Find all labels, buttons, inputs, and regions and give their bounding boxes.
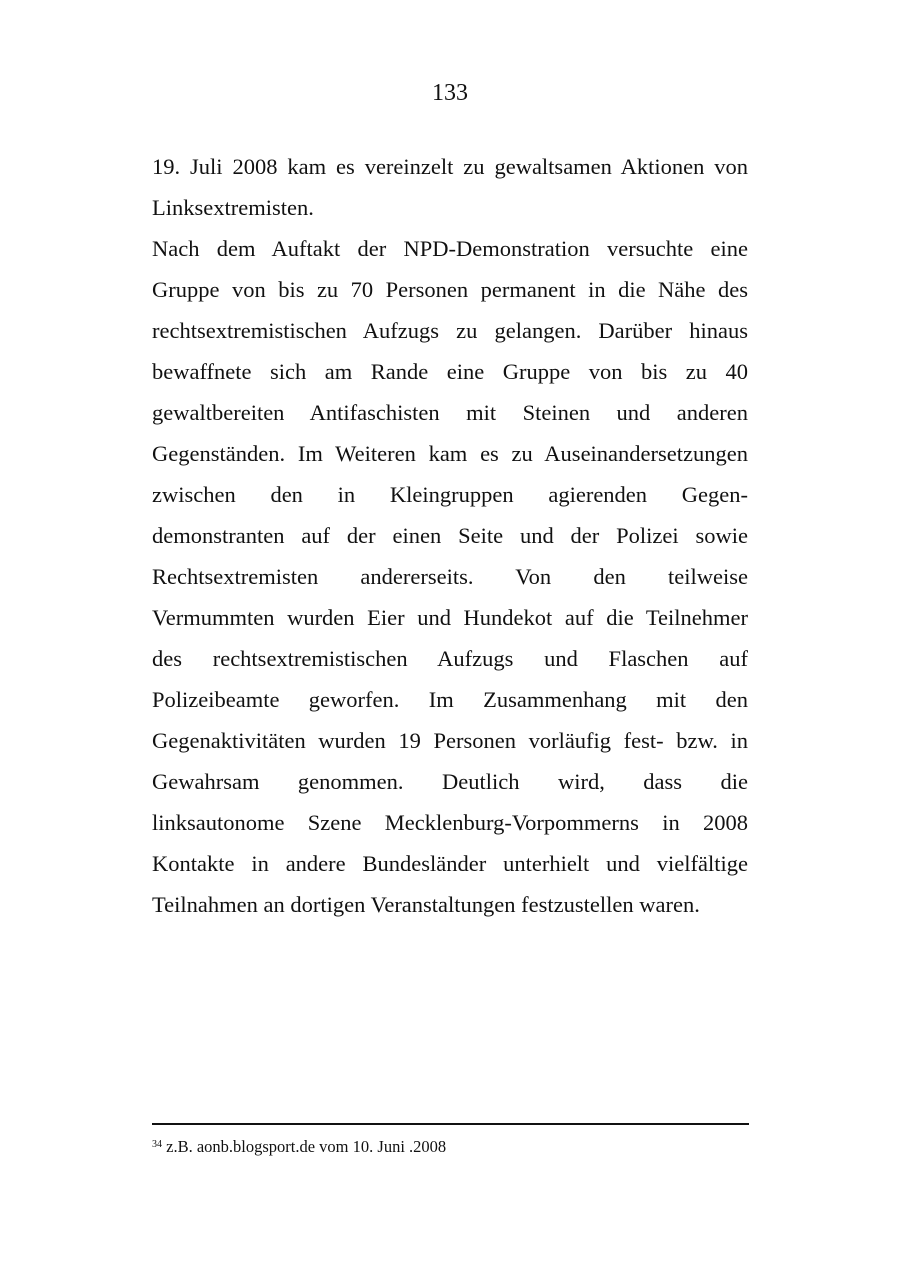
footnote [152,1136,446,1158]
text-line: rechtsextremistischen Aufzugs zu gelangen. Darüber hinaus [152,318,748,343]
footnote-text: z.B. aonb.blogsport.de vom 10. Juni .2008 [162,1137,447,1156]
text-line: gewaltbereiten Antifaschisten mit Steinen und anderen [152,400,748,425]
text-line: Gewahrsam genommen. Deutlich wird, dass die [152,769,748,794]
footnote-marker: 34 [152,1139,162,1150]
paragraph-2 [152,228,748,925]
text-line: Rechtsextremisten andererseits. Von den teilweise [152,564,748,589]
text-line: 19. Juli 2008 kam es vereinzelt zu gewaltsamen Aktionen von [152,154,748,179]
text-line: bewaffnete sich am Rande eine Gruppe von bis zu 40 [152,359,748,384]
text-line: Gruppe von bis zu 70 Personen permanent in die Nähe des [152,277,748,302]
text-line: Gegenaktivitäten wurden 19 Personen vorläufig fest- bzw. in [152,728,748,753]
text-line: zwischen den in Kleingruppen agierenden Gegen- [152,482,748,507]
text-line: Linksextremisten. [152,195,314,220]
text-line: Polizeibeamte geworfen. Im Zusammenhang mit den [152,687,748,712]
paragraph-1 [152,146,748,228]
text-line: linksautonome Szene Mecklenburg-Vorpommerns in 2008 [152,810,748,835]
text-line: Gegenständen. Im Weiteren kam es zu Auseinandersetzungen [152,441,748,466]
text-line: Teilnahmen an dortigen Veranstaltungen festzustellen waren. [152,892,700,917]
text-line: Kontakte in andere Bundesländer unterhielt und vielfältige [152,851,748,876]
page-number: 133 [432,80,468,106]
text-line: Vermummten wurden Eier und Hundekot auf die Teilnehmer [152,605,748,630]
body-text [152,146,748,925]
text-line: Nach dem Auftakt der NPD-Demonstration versuchte eine [152,236,748,261]
text-line: demonstranten auf der einen Seite und der Polizei sowie [152,523,748,548]
footnote-divider [152,1123,749,1125]
text-line: des rechtsextremistischen Aufzugs und Flaschen auf [152,646,748,671]
